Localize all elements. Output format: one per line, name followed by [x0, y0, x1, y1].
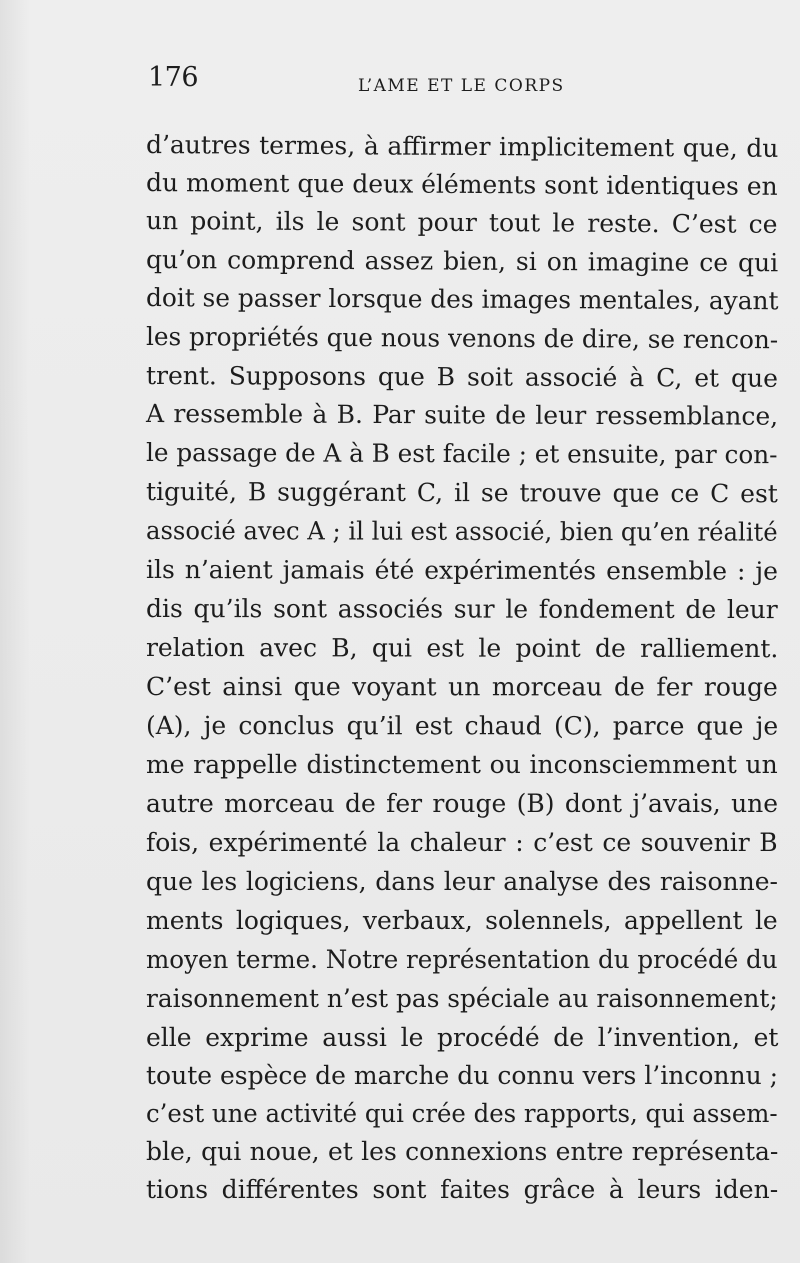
body-text: [146, 0, 782, 1263]
text-line: (A), je conclus qu’il est chaud (C), parce que je: [145, 711, 779, 741]
text-line: du moment que deux éléments sont identiques en: [145, 168, 778, 201]
text-line: un point, ils le sont pour tout le reste. C’est ce: [145, 206, 778, 239]
text-line: toute espèce de marche du connu vers l’inconnu ;: [146, 1061, 779, 1090]
text-line: tiguité, B suggérant C, il se trouve que ce C est: [145, 477, 778, 509]
text-line: C’est ainsi que voyant un morceau de fer rouge: [145, 672, 778, 702]
text-line: ble, qui noue, et les connexions entre représenta-: [146, 1137, 779, 1166]
text-line: autre morceau de fer rouge (B) dont j’avais, une: [146, 789, 779, 818]
text-line: me rappelle distinctement ou inconsciemment un: [146, 750, 778, 779]
text-line: le passage de A à B est facile ; et ensuite, par con-: [145, 438, 778, 470]
text-line: qu’on comprend assez bien, si on imagine ce qui: [145, 245, 779, 278]
text-line: elle exprime aussi le procédé de l’invention, et: [146, 1023, 779, 1052]
text-line: moyen terme. Notre représentation du procédé du: [146, 945, 778, 974]
text-line: fois, expérimenté la chaleur : c’est ce souvenir B: [146, 828, 778, 857]
text-line: que les logiciens, dans leur analyse des raisonne-: [146, 867, 779, 896]
text-line: associé avec A ; il lui est associé, bien qu’en réalité: [145, 516, 778, 547]
text-line: dis qu’ils sont associés sur le fondement de leur: [145, 594, 778, 625]
text-line: d’autres termes, à affirmer implicitement que, du: [145, 130, 779, 163]
text-line: relation avec B, qui est le point de ralliement.: [145, 633, 779, 664]
text-line: ils n’aient jamais été expérimentés ensemble : je: [145, 555, 779, 586]
text-line: raisonnement n’est pas spéciale au raisonnement;: [146, 984, 778, 1013]
text-line: A ressemble à B. Par suite de leur ressemblance,: [145, 399, 779, 431]
text-line: ments logiques, verbaux, solennels, appellent le: [146, 906, 778, 935]
text-line: tions différentes sont faites grâce à leurs iden-: [146, 1175, 779, 1204]
text-line: c’est une activité qui crée des rapports, qui assem-: [146, 1099, 778, 1128]
page-number: 176: [148, 62, 199, 93]
text-line: les propriétés que nous venons de dire, se rencon-: [145, 322, 779, 355]
text-line: trent. Supposons que B soit associé à C, et que: [145, 361, 778, 393]
text-line: doit se passer lorsque des images mentales, ayant: [145, 283, 779, 316]
running-head: L’AME ET LE CORPS: [358, 76, 565, 96]
